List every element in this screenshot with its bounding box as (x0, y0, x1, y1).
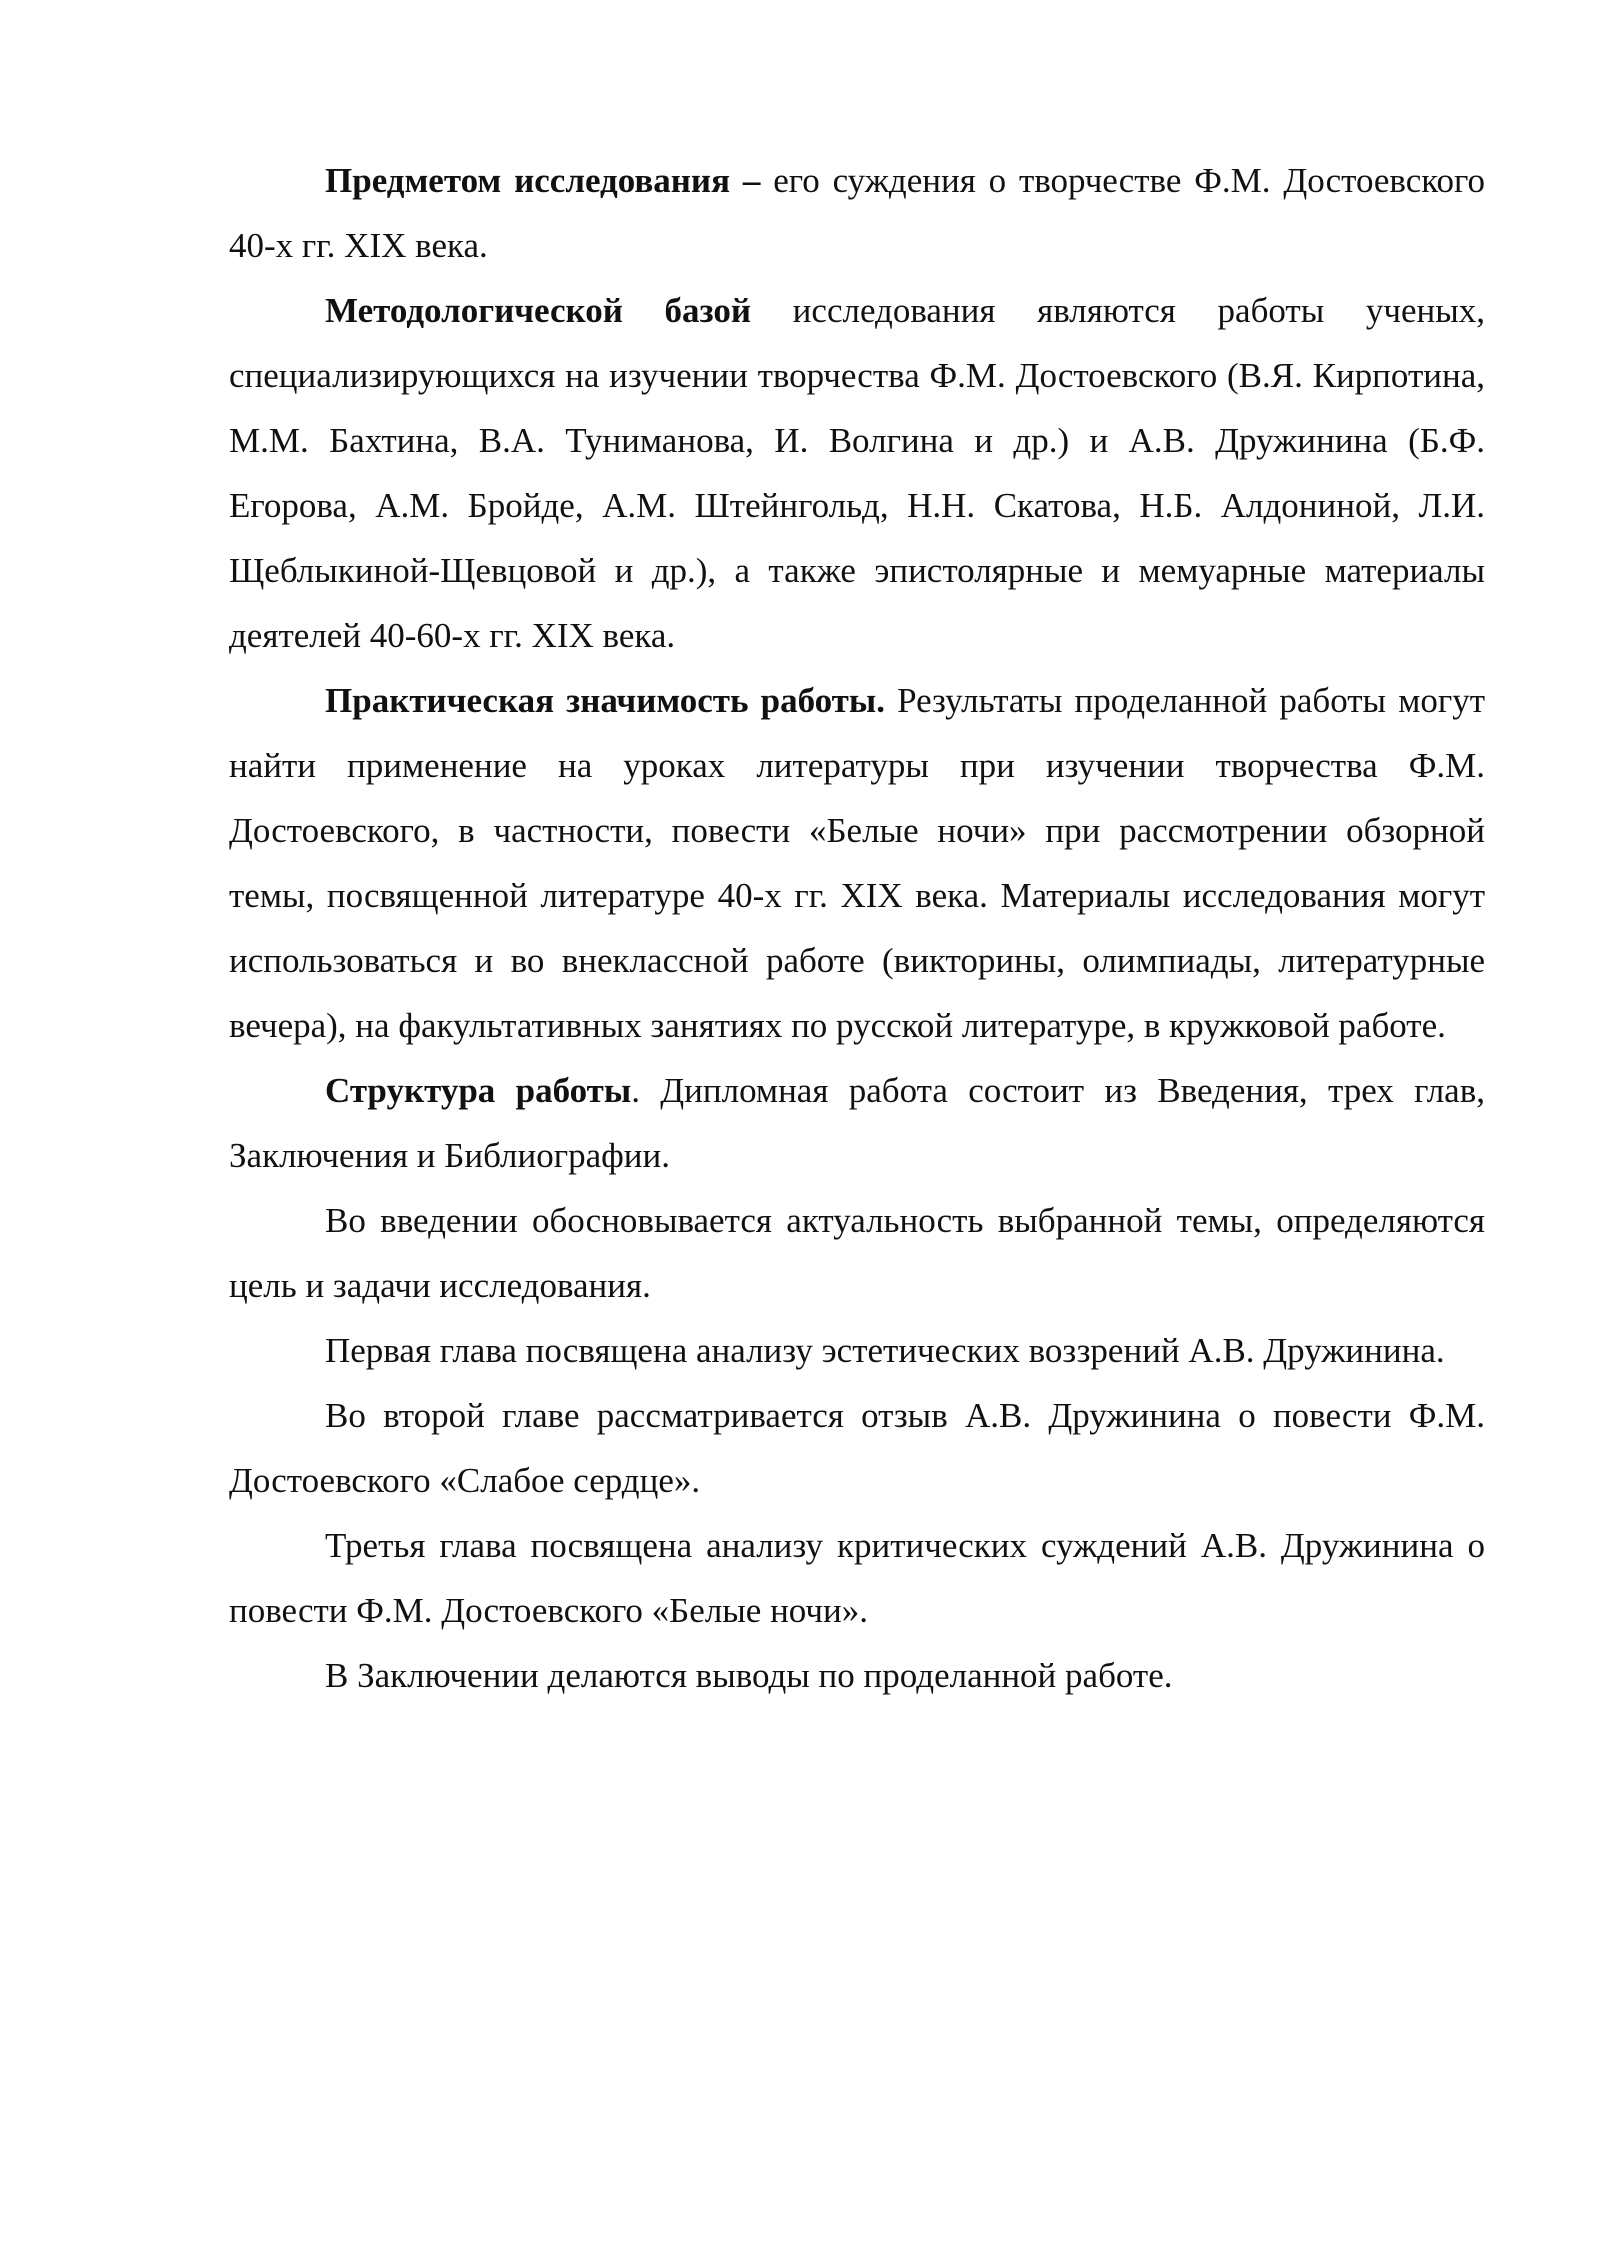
paragraph-introduction (229, 1188, 1485, 1318)
paragraph-subject (229, 148, 1485, 278)
paragraph-lead: Практическая значимость работы. (325, 681, 885, 720)
paragraph-chapter-two (229, 1383, 1485, 1513)
paragraph-lead: Предметом исследования – (325, 161, 761, 200)
paragraph-text: Третья глава посвящена анализу критических суждений А.В. Дружинина о повести Ф.М. Достоевского «Белые ночи». (229, 1526, 1485, 1630)
paragraph-text: исследования являются работы ученых, специализирующихся на изучении творчества Ф.М. Достоевского (В.Я. Кирпотина, М.М. Бахтина, В.А. Туниманова, И. Волгина и др.) и А.В. Дружинина (Б.Ф. Егорова, А.М. Бройде, А.М. Штейнгольд, Н.Н. Скатова, Н.Б. Алдониной, Л.И. Щеблыкиной-Щевцовой и др.), а также эпистолярные и мемуарные материалы деятелей 40-60-х гг. XIX века. (229, 291, 1485, 655)
paragraph-practical-significance (229, 668, 1485, 1058)
paragraph-text: В Заключении делаются выводы по проделанной работе. (325, 1656, 1173, 1695)
paragraph-methodology (229, 278, 1485, 668)
paragraph-conclusion (229, 1643, 1485, 1708)
document-page (229, 148, 1485, 1708)
paragraph-text: его суждения о творчестве Ф.М. Достоевского 40-х гг. XIX века. (229, 161, 1485, 265)
paragraph-chapter-one (229, 1318, 1485, 1383)
paragraph-structure (229, 1058, 1485, 1188)
paragraph-text: Во второй главе рассматривается отзыв А.В. Дружинина о повести Ф.М. Достоевского «Слабое сердце». (229, 1396, 1485, 1500)
paragraph-chapter-three (229, 1513, 1485, 1643)
paragraph-text: Первая глава посвящена анализу эстетических воззрений А.В. Дружинина. (325, 1331, 1445, 1370)
paragraph-lead: Методологической базой (325, 291, 752, 330)
paragraph-text: Во введении обосновывается актуальность выбранной темы, определяются цель и задачи исследования. (229, 1201, 1485, 1305)
paragraph-text: Результаты проделанной работы могут найти применение на уроках литературы при изучении творчества Ф.М. Достоевского, в частности, повести «Белые ночи» при рассмотрении обзорной темы, посвященной литературе 40-х гг. XIX века. Материалы исследования могут использоваться и во внеклассной работе (викторины, олимпиады, литературные вечера), на факультативных занятиях по русской литературе, в кружковой работе. (229, 681, 1485, 1045)
paragraph-text: . Дипломная работа состоит из Введения, трех глав, Заключения и Библиографии. (229, 1071, 1485, 1175)
paragraph-lead: Структура работы (325, 1071, 632, 1110)
